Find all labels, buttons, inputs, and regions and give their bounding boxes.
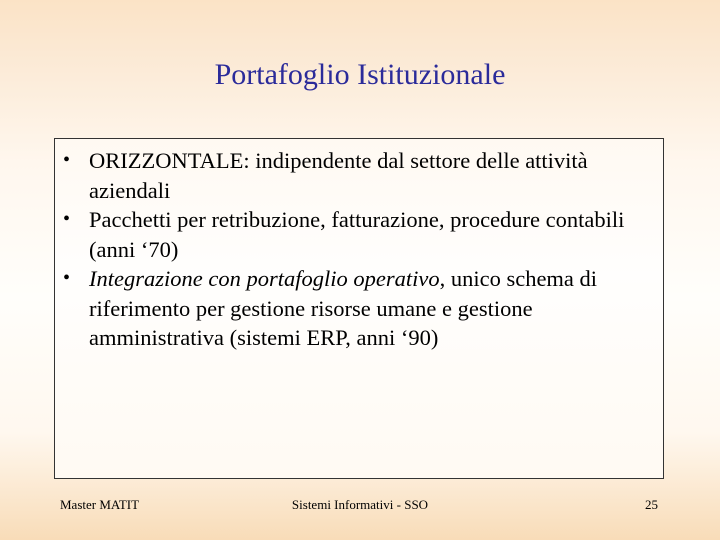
page-number: 25 — [645, 497, 658, 512]
bullet-dot-icon: • — [63, 208, 71, 230]
bullet-dot-icon: • — [63, 149, 71, 171]
bullet-item — [61, 205, 661, 264]
bullet-dot-icon: • — [63, 267, 71, 289]
slide-title: Portafoglio Istituzionale — [214, 58, 506, 91]
bullet-text: ORIZZONTALE: indipendente dal settore delle attività aziendali — [89, 148, 588, 203]
footer-left-text: Master MATIT — [60, 497, 140, 512]
bullet-item — [61, 264, 661, 353]
bullet-italic-lead: Integrazione con portafoglio operativo — [89, 266, 440, 291]
footer-center-text: Sistemi Informativi - SSO — [291, 497, 429, 512]
bullet-item — [61, 146, 661, 205]
bullet-list — [61, 146, 661, 353]
content-box — [54, 138, 664, 479]
bullet-text: , unico schema di riferimento per gestione risorse umane e gestione amministrativa (sistemi ERP, anni ‘90) — [89, 266, 598, 350]
bullet-text: Pacchetti per retribuzione, fatturazione, procedure contabili (anni ‘70) — [89, 207, 625, 262]
